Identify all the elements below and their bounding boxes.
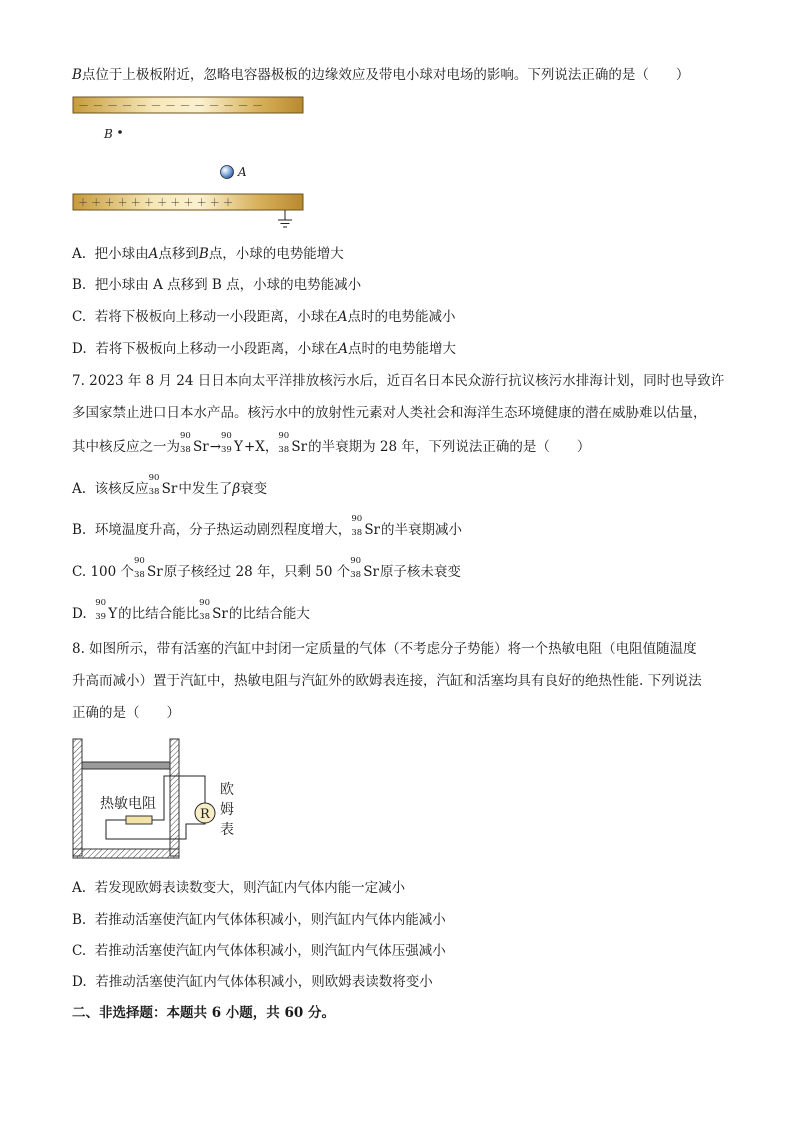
- q7-reaction-arrow: →: [209, 439, 222, 455]
- q7-option-a: [72, 473, 268, 498]
- nuclide-y-z: 39: [95, 612, 107, 622]
- nuclide-sr-symbol: Sr: [363, 564, 379, 580]
- nuclide-sr-symbol: Sr: [291, 439, 308, 455]
- q7-line3-text-3: 的半衰期为 28 年，下列说法正确的是（ ）: [308, 439, 591, 455]
- q6-option-a-text-2: 点移到: [158, 246, 199, 262]
- q7-option-c-text-2: 原子核经过 28 年，只剩 50 个: [163, 564, 351, 580]
- label-point-b: B: [104, 127, 113, 141]
- cylinder-right-wall: [170, 739, 179, 856]
- nuclide-sr-symbol: Sr: [212, 606, 228, 622]
- q6-option-c: [72, 308, 455, 326]
- q8-stem-line-3: 正确的是（ ）: [72, 705, 180, 721]
- q6-option-b-text: 把小球由 A 点移到 B 点，小球的电势能减小: [94, 277, 362, 293]
- nuclide-sr-symbol: Sr: [193, 439, 209, 455]
- q7-option-b-letter: B.: [72, 522, 87, 538]
- q6-option-b-letter: B.: [72, 277, 87, 293]
- nuclide-sr-mass: 90: [180, 431, 191, 441]
- thermistor: [126, 816, 152, 824]
- top-plate-signs: － － － － － － － － － － － － －: [78, 99, 263, 112]
- ground-symbol: [278, 210, 292, 227]
- q7-option-a-text-1: 该核反应: [94, 481, 149, 497]
- nuclide-sr-z: 38: [351, 528, 363, 538]
- bottom-plate-signs: ＋ ＋ ＋ ＋ ＋ ＋ ＋ ＋ ＋ ＋ ＋ ＋: [78, 198, 233, 209]
- cylinder-figure: [68, 736, 258, 864]
- nuclide-sr90: [351, 514, 381, 539]
- q6-option-b: [72, 276, 361, 294]
- nuclide-y-mass: 90: [95, 598, 107, 608]
- q8-option-d: [72, 973, 433, 991]
- q7-option-a-letter: A.: [72, 481, 87, 497]
- q8-stem-line-2: 升高而减小）置于汽缸中，热敏电阻与汽缸外的欧姆表连接，汽缸和活塞均具有良好的绝热性能. 下列说法: [72, 673, 702, 689]
- q6-option-a-text-3: 点，小球的电势能增大: [208, 246, 344, 262]
- nuclide-sr-mass: 90: [134, 556, 145, 566]
- q6-option-a: [72, 245, 344, 263]
- nuclide-sr-z: 38: [148, 487, 160, 497]
- q6-option-a-point-b: B: [198, 246, 209, 262]
- ohmmeter-label-2: 姆: [220, 802, 234, 818]
- q6-option-c-text-1: 若将下极板向上移动一小段距离，小球在: [94, 309, 338, 325]
- cylinder-left-wall: [73, 739, 82, 856]
- q6-option-a-point-a: A: [148, 246, 159, 262]
- q7-option-c-text-1: 100 个: [90, 564, 134, 580]
- q7-line3-text-2: +X，: [243, 439, 279, 455]
- nuclide-sr-mass: 90: [351, 514, 363, 524]
- q7-stem-line-2: 多国家禁止进口日本水产品。核污水中的放射性元素对人类社会和海洋生态环境健康的潜在威胁难以估量，: [72, 405, 707, 421]
- q8-option-c: [72, 942, 446, 960]
- nuclide-sr90: [199, 598, 228, 623]
- q6-option-d: [72, 340, 456, 358]
- q7-option-b-text-2: 的半衰期减小: [381, 522, 463, 538]
- q6-option-a-letter: A.: [72, 246, 87, 262]
- ohmmeter-symbol: R: [200, 807, 210, 822]
- nuclide-sr90: [278, 431, 308, 456]
- q7-option-a-text-3: 衰变: [240, 481, 268, 497]
- nuclide-sr-z: 38: [180, 445, 191, 455]
- nuclide-sr90: [148, 473, 178, 498]
- nuclide-sr-symbol: Sr: [147, 564, 163, 580]
- q7-option-d-text-2: 的比结合能大: [228, 606, 310, 622]
- q7-option-c-letter: C.: [72, 564, 87, 580]
- label-point-a: A: [238, 165, 247, 179]
- nuclide-sr90: [180, 431, 209, 456]
- charged-ball-a: [221, 166, 234, 179]
- q6-stem-text: 点位于上极板附近，忽略电容器极板的边缘效应及带电小球对电场的影响。下列说法正确的是（ ）: [81, 67, 690, 83]
- q7-option-a-beta: β: [232, 481, 241, 497]
- q8-option-b-text: 若推动活塞使汽缸内气体体积减小，则汽缸内气体内能减小: [94, 912, 446, 928]
- q7-option-b: [72, 514, 463, 539]
- q8-option-b: [72, 911, 446, 929]
- q7-line3-text-1: 其中核反应之一为: [72, 439, 180, 455]
- q8-option-a-letter: A.: [72, 880, 87, 896]
- q6-option-a-text-1: 把小球由: [94, 246, 149, 262]
- q6-option-c-text-2: 点时的电势能减小: [347, 309, 456, 325]
- q6-option-c-letter: C.: [72, 309, 87, 325]
- nuclide-sr-z: 38: [350, 570, 362, 580]
- q7-stem-line-3: [72, 431, 591, 456]
- q8-stem-line-1: 8. 如图所示，带有活塞的汽缸中封闭一定质量的气体（不考虑分子势能）将一个热敏电阻（电阻值随温度: [72, 641, 697, 657]
- q8-option-d-text: 若推动活塞使汽缸内气体体积减小，则欧姆表读数将变小: [95, 974, 433, 990]
- ohmmeter-label-3: 表: [220, 822, 234, 838]
- nuclide-sr-mass: 90: [350, 556, 362, 566]
- nuclide-sr-z: 38: [199, 612, 210, 622]
- q6-option-d-text-1: 若将下极板向上移动一小段距离，小球在: [95, 341, 339, 357]
- q7-option-c: [72, 556, 461, 581]
- q7-option-d: [72, 598, 310, 623]
- q6-option-d-letter: D.: [72, 341, 87, 357]
- q6-option-c-point-a: A: [337, 309, 348, 325]
- q8-option-a-text: 若发现欧姆表读数变大，则汽缸内气体内能一定减小: [94, 880, 406, 896]
- q7-option-c-text-3: 原子核未衰变: [379, 564, 461, 580]
- piston: [82, 762, 170, 769]
- capacitor-figure: [70, 94, 310, 234]
- nuclide-y90: [221, 431, 243, 456]
- ohmmeter-label-1: 欧: [220, 782, 234, 798]
- q7-option-a-text-2: 中发生了: [178, 481, 233, 497]
- q7-option-b-text-1: 环境温度升高，分子热运动剧烈程度增大，: [94, 522, 352, 538]
- nuclide-sr-mass: 90: [148, 473, 160, 483]
- q8-option-a: [72, 879, 405, 897]
- q6-option-d-text-2: 点时的电势能增大: [347, 341, 456, 357]
- q7-option-d-text-1: 的比结合能比: [118, 606, 200, 622]
- nuclide-sr90: [134, 556, 163, 581]
- nuclide-sr-symbol: Sr: [364, 522, 381, 538]
- nuclide-y-mass: 90: [221, 431, 232, 441]
- nuclide-sr-symbol: Sr: [161, 481, 178, 497]
- q7-option-d-letter: D.: [72, 606, 87, 622]
- nuclide-y-symbol: Y: [234, 439, 243, 455]
- nuclide-sr-mass: 90: [278, 431, 290, 441]
- nuclide-y-symbol: Y: [108, 606, 118, 622]
- q6-option-d-point-a: A: [338, 341, 348, 357]
- q6-stem-point-b: B: [72, 67, 82, 83]
- section-2-heading: 二、非选择题：本题共 6 小题，共 60 分。: [72, 1005, 335, 1021]
- nuclide-sr-z: 38: [134, 570, 145, 580]
- nuclide-y90: [95, 598, 118, 623]
- q8-option-d-letter: D.: [72, 974, 87, 990]
- nuclide-sr-z: 38: [278, 445, 290, 455]
- q8-option-c-letter: C.: [72, 943, 87, 959]
- nuclide-sr-mass: 90: [199, 598, 210, 608]
- q8-option-c-text: 若推动活塞使汽缸内气体体积减小，则汽缸内气体压强减小: [94, 943, 446, 959]
- point-b-dot: [118, 130, 122, 134]
- q8-option-b-letter: B.: [72, 912, 87, 928]
- nuclide-y-z: 39: [221, 445, 232, 455]
- nuclide-sr90: [350, 556, 379, 581]
- q7-stem-line-1: 7. 2023 年 8 月 24 日日本向太平洋排放核污水后，近百名日本民众游行抗议核污水排海计划，同时也导致许: [72, 373, 725, 389]
- q6-stem: [72, 66, 689, 84]
- thermistor-label: 热敏电阻: [100, 796, 156, 812]
- cylinder-bottom-wall: [73, 849, 179, 858]
